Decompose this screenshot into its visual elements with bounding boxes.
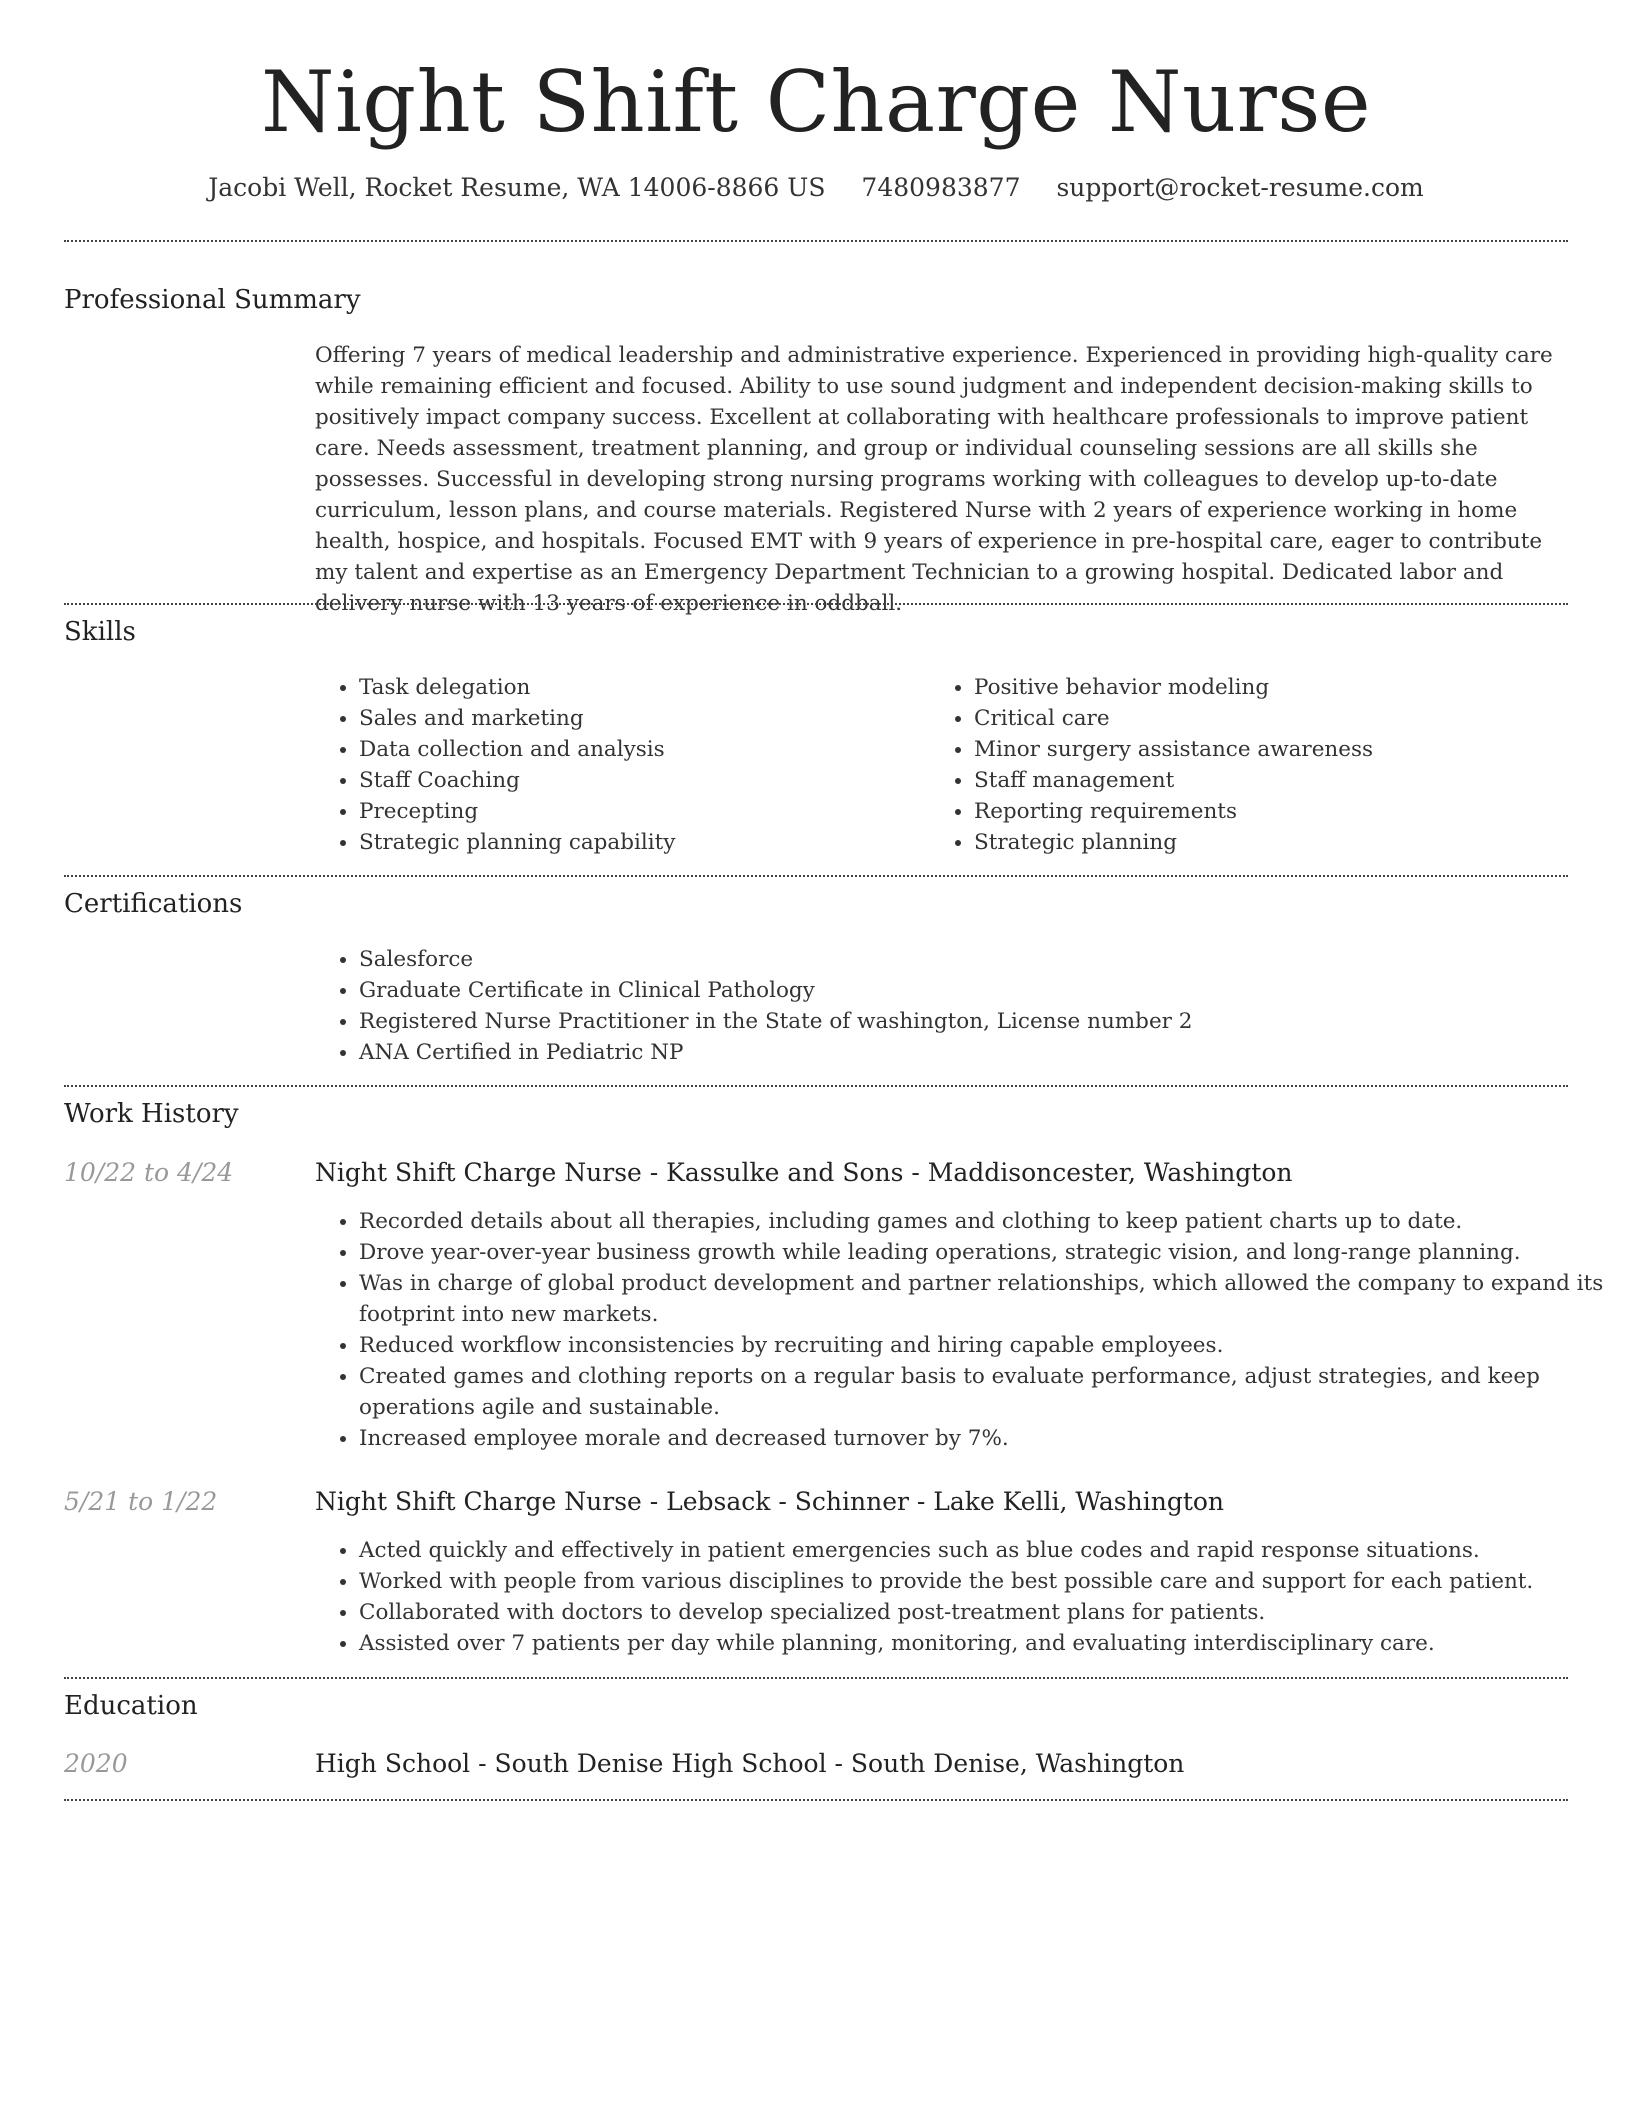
skills-heading: Skills xyxy=(64,617,136,647)
summary-text: Offering 7 years of medical leadership and administrative experience. Experienced in providing high-quality care while remaining efficient and focused. Ability to use sound judgment and independent decision-making skills to positively impact company success. Excellent at collaborating with healthcare professionals to improve patient care. Needs assessment, treatment planning, and group or individual counseling sessions are all skills she possesses. Successful in developing strong nursing programs working with colleagues to develop up-to-date curriculum, lesson plans, and course materials. Registered Nurse with 2 years of experience working in home health, hospice, and hospitals. Focused EMT with 9 years of experience in pre-hospital care, eager to contribute my talent and expertise as an Emergency Department Technician to a growing hospital. Dedicated labor and delivery nurse with 13 years of experience in oddball. xyxy=(315,343,1553,616)
list-item: • Staff Coaching xyxy=(359,765,919,796)
list-item: • Collaborated with doctors to develop specialized post-treatment plans for patients. xyxy=(359,1597,1609,1628)
work-history-heading: Work History xyxy=(64,1099,239,1129)
list-item: • Task delegation xyxy=(359,672,919,703)
list-item: • Critical care xyxy=(974,703,1574,734)
list-item: • Data collection and analysis xyxy=(359,734,919,765)
candidate-name: Night Shift Charge Nurse xyxy=(260,53,1372,151)
skills-list-left xyxy=(315,672,919,858)
certifications-heading: Certifications xyxy=(64,889,243,919)
list-item: • Created games and clothing reports on a regular basis to evaluate performance, adjust strategies, and keep operations agile and sustainable. xyxy=(359,1361,1609,1423)
list-item: • Acted quickly and effectively in patient emergencies such as blue codes and rapid response situations. xyxy=(359,1535,1609,1566)
section-divider xyxy=(64,1799,1568,1801)
job-bullets xyxy=(315,1206,1609,1454)
section-divider xyxy=(64,875,1568,877)
section-divider xyxy=(64,1677,1568,1679)
list-item: • Salesforce xyxy=(359,944,1609,975)
list-item: • Assisted over 7 patients per day while planning, monitoring, and evaluating interdisciplinary care. xyxy=(359,1628,1609,1659)
education-heading: Education xyxy=(64,1691,198,1721)
job-dates: 10/22 to 4/24 xyxy=(64,1158,234,1187)
list-item: • ANA Certified in Pediatric NP xyxy=(359,1037,1609,1068)
list-item: • Staff management xyxy=(974,765,1574,796)
list-item: • Strategic planning xyxy=(974,827,1574,858)
job-bullets xyxy=(315,1535,1609,1659)
list-item: • Registered Nurse Practitioner in the State of washington, License number 2 xyxy=(359,1006,1609,1037)
contact-address: Jacobi Well, Rocket Resume, WA 14006-8866 US xyxy=(208,173,826,202)
list-item: • Increased employee morale and decreased turnover by 7%. xyxy=(359,1423,1609,1454)
list-item: • Positive behavior modeling xyxy=(974,672,1574,703)
job-dates: 5/21 to 1/22 xyxy=(64,1487,218,1516)
section-divider xyxy=(64,240,1568,242)
list-item: • Recorded details about all therapies, including games and clothing to keep patient charts up to date. xyxy=(359,1206,1609,1237)
list-item: • Reporting requirements xyxy=(974,796,1574,827)
list-item: • Reduced workflow inconsistencies by recruiting and hiring capable employees. xyxy=(359,1330,1609,1361)
contact-line xyxy=(0,170,1632,206)
contact-phone: 7480983877 xyxy=(861,173,1021,202)
list-item: • Sales and marketing xyxy=(359,703,919,734)
job-title: Night Shift Charge Nurse - Lebsack - Schinner - Lake Kelli, Washington xyxy=(315,1487,1225,1516)
list-item: • Precepting xyxy=(359,796,919,827)
summary-heading: Professional Summary xyxy=(64,285,361,315)
education-dates: 2020 xyxy=(64,1749,128,1778)
certifications-list xyxy=(315,944,1609,1068)
section-divider xyxy=(64,1085,1568,1087)
section-divider xyxy=(64,603,1568,605)
list-item: • Drove year-over-year business growth while leading operations, strategic vision, and long-range planning. xyxy=(359,1237,1609,1268)
education-title: High School - South Denise High School - South Denise, Washington xyxy=(315,1749,1185,1778)
list-item: • Worked with people from various disciplines to provide the best possible care and support for each patient. xyxy=(359,1566,1609,1597)
list-item: • Minor surgery assistance awareness xyxy=(974,734,1574,765)
contact-email: support@rocket-resume.com xyxy=(1056,173,1424,202)
skills-list-right xyxy=(930,672,1574,858)
list-item: • Was in charge of global product development and partner relationships, which allowed the company to expand its footprint into new markets. xyxy=(359,1268,1609,1330)
list-item: • Graduate Certificate in Clinical Pathology xyxy=(359,975,1609,1006)
list-item: • Strategic planning capability xyxy=(359,827,919,858)
job-title: Night Shift Charge Nurse - Kassulke and Sons - Maddisoncester, Washington xyxy=(315,1158,1293,1187)
